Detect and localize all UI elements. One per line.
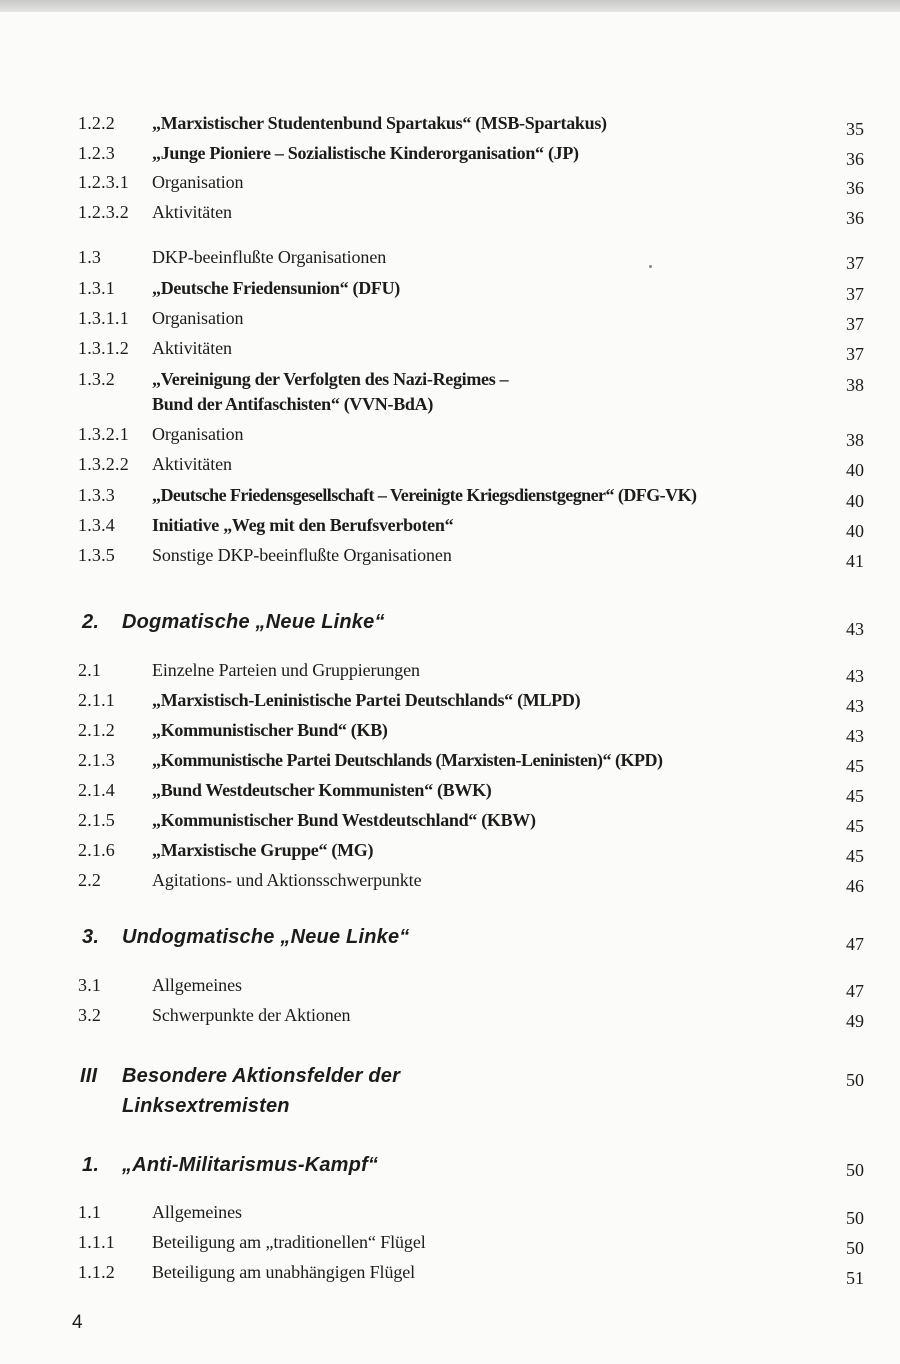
entry-page: 43 [846, 666, 864, 686]
entry-page: 41 [846, 551, 864, 571]
entry-number: 2.1.2 [78, 720, 115, 740]
entry-number: 1.3.1 [78, 278, 115, 298]
entry-number: 1.3.2.2 [78, 454, 129, 474]
entry-title: Beteiligung am „traditionellen“ Flügel [152, 1232, 426, 1252]
entry-title: „Junge Pioniere – Sozialistische Kinderorganisation“ (JP) [152, 143, 579, 163]
entry-title: Aktivitäten [152, 454, 232, 474]
entry-page: 46 [846, 876, 864, 896]
heading-title: „Anti-Militarismus-Kampf“ [122, 1154, 379, 1176]
entry-title: Allgemeines [152, 1202, 242, 1222]
entry-title-continued: Bund der Antifaschisten“ (VVN-BdA) [152, 394, 434, 414]
heading-title: Undogmatische „Neue Linke“ [122, 926, 410, 948]
entry-title: Organisation [152, 172, 244, 192]
entry-page: 45 [846, 846, 864, 866]
entry-title: Organisation [152, 308, 244, 328]
entry-number: 2.1 [78, 660, 102, 680]
entry-number: 1.3.4 [78, 515, 115, 535]
entry-title: Schwerpunkte der Aktionen [152, 1005, 351, 1025]
entry-title: Aktivitäten [152, 338, 232, 358]
entry-page: 37 [846, 253, 864, 273]
entry-page: 45 [846, 816, 864, 836]
entry-page: 50 [846, 1070, 864, 1090]
entry-title: Aktivitäten [152, 202, 232, 222]
entry-title: „Marxistisch-Leninistische Partei Deutschlands“ (MLPD) [152, 690, 581, 710]
entry-title: Allgemeines [152, 975, 242, 995]
entry-number: 1.3.3 [78, 485, 115, 505]
entry-page: 36 [846, 208, 864, 228]
entry-page: 37 [846, 284, 864, 304]
entry-number: 1.3.1.1 [78, 308, 129, 328]
entry-page: 40 [846, 521, 864, 541]
entry-number: 1.2.3.1 [78, 172, 129, 192]
entry-title: Initiative „Weg mit den Berufsverboten“ [152, 515, 454, 535]
entry-page: 50 [846, 1208, 864, 1228]
entry-number: 1.3 [78, 247, 102, 267]
entry-page: 47 [846, 934, 864, 954]
entry-title: „Deutsche Friedensunion“ (DFU) [152, 278, 400, 298]
entry-title: DKP-beeinflußte Organisationen [152, 247, 387, 267]
entry-number: 1.2.3.2 [78, 202, 129, 222]
entry-page: 43 [846, 726, 864, 746]
entry-page: 50 [846, 1238, 864, 1258]
entry-number: 1.3.2.1 [78, 424, 129, 444]
entry-number: 1.2.3 [78, 143, 115, 163]
entry-title: Einzelne Parteien und Gruppierungen [152, 660, 420, 680]
entry-number: 2.1.5 [78, 810, 115, 830]
entry-page: 51 [846, 1268, 864, 1288]
entry-page: 37 [846, 314, 864, 334]
entry-number: 1.3.2 [78, 369, 115, 389]
entry-page: 45 [846, 786, 864, 806]
entry-number: 2.1.1 [78, 690, 115, 710]
entry-number: 1.1.1 [78, 1232, 115, 1252]
entry-title: Beteiligung am unabhängigen Flügel [152, 1262, 416, 1282]
entry-page: 36 [846, 178, 864, 198]
entry-number: 2.2 [78, 870, 102, 890]
entry-page: 43 [846, 696, 864, 716]
entry-page: 40 [846, 491, 864, 511]
entry-title: „Kommunistische Partei Deutschlands (Marxisten-Leninisten)“ (KPD) [152, 750, 663, 770]
entry-number: 2.1.4 [78, 780, 115, 800]
heading-number: 3. [82, 926, 100, 948]
entry-title: Organisation [152, 424, 244, 444]
entry-page: 35 [846, 119, 864, 139]
entry-number: 1.2.2 [78, 113, 115, 133]
entry-title: „Vereinigung der Verfolgten des Nazi-Regimes – [152, 369, 509, 389]
entry-number: 1.3.5 [78, 545, 115, 565]
entry-title: „Kommunistischer Bund Westdeutschland“ (KBW) [152, 810, 536, 830]
entry-number: 3.1 [78, 975, 102, 995]
entry-page: 36 [846, 149, 864, 169]
entry-number: 1.1.2 [78, 1262, 115, 1282]
heading-number: 1. [82, 1154, 100, 1176]
entry-page: 38 [846, 430, 864, 450]
heading-title-continued: Linksextremisten [122, 1095, 290, 1117]
entry-page: 38 [846, 375, 864, 395]
entry-page: 43 [846, 619, 864, 639]
entry-number: 1.3.1.2 [78, 338, 129, 358]
entry-title: Sonstige DKP-beeinflußte Organisationen [152, 545, 452, 565]
entry-number: 2.1.3 [78, 750, 115, 770]
entry-page: 47 [846, 981, 864, 1001]
heading-number: 2. [82, 611, 100, 633]
entry-number: 3.2 [78, 1005, 102, 1025]
entry-number: 1.1 [78, 1202, 102, 1222]
entry-page: 45 [846, 756, 864, 776]
entry-title: „Marxistischer Studentenbund Spartakus“ (MSB-Spartakus) [152, 113, 607, 133]
entry-page: 37 [846, 344, 864, 364]
entry-page: 50 [846, 1160, 864, 1180]
entry-title: „Marxistische Gruppe“ (MG) [152, 840, 374, 860]
heading-title: Dogmatische „Neue Linke“ [122, 611, 385, 633]
entry-title: „Deutsche Friedensgesellschaft – Vereinigte Kriegsdienstgegner“ (DFG-VK) [152, 485, 697, 505]
entry-number: 2.1.6 [78, 840, 115, 860]
entry-title: „Bund Westdeutscher Kommunisten“ (BWK) [152, 780, 492, 800]
entry-page: 49 [846, 1011, 864, 1031]
entry-title: Agitations- und Aktionsschwerpunkte [152, 870, 422, 890]
heading-title: Besondere Aktionsfelder der [122, 1065, 401, 1087]
entry-title: „Kommunistischer Bund“ (KB) [152, 720, 388, 740]
entry-page: 40 [846, 460, 864, 480]
heading-number: III [80, 1065, 98, 1087]
page-number: 4 [72, 1312, 83, 1333]
